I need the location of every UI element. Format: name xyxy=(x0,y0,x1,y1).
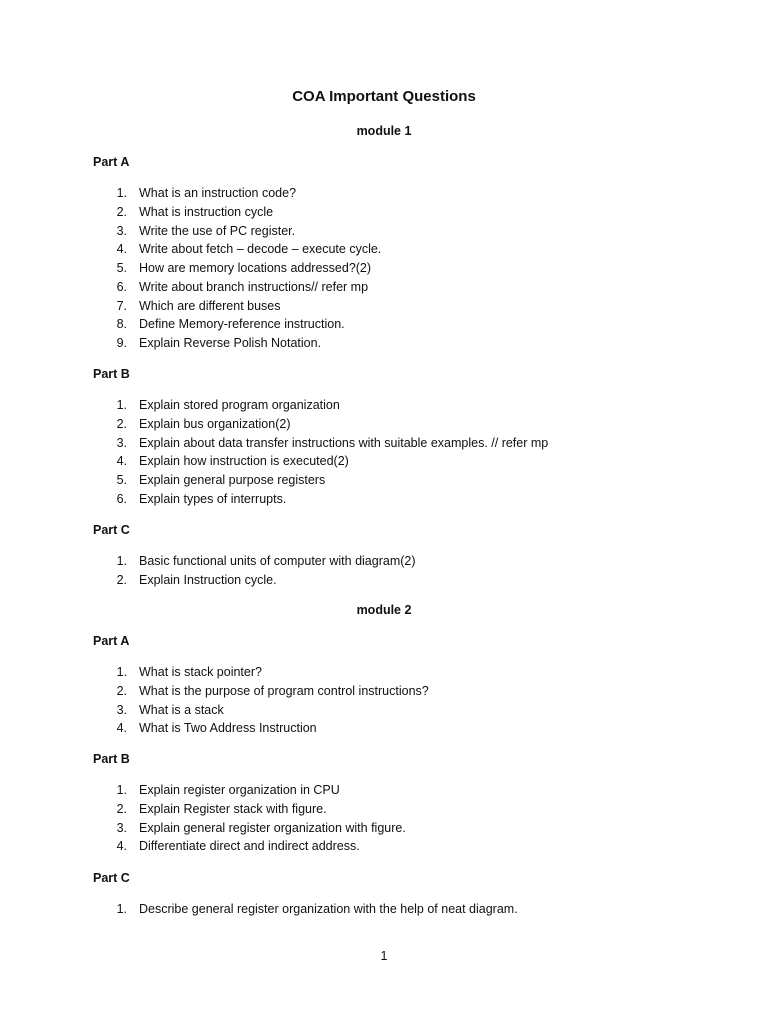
question-list xyxy=(0,396,700,509)
question-text: Explain stored program organization xyxy=(139,398,340,412)
question-text: Explain Reverse Polish Notation. xyxy=(139,336,322,350)
module-heading: module 2 xyxy=(356,603,412,617)
question-text: Explain general register organization with figure. xyxy=(139,820,406,835)
question-item xyxy=(0,222,700,241)
question-number: 4. xyxy=(116,454,127,469)
question-text: Describe general register organization with the help of neat diagram. xyxy=(139,902,518,916)
question-number: 2. xyxy=(116,801,127,816)
part-heading: Part C xyxy=(93,871,130,885)
question-item xyxy=(0,819,700,838)
question-number: 1. xyxy=(116,186,127,200)
question-number: 3. xyxy=(116,223,127,238)
question-item xyxy=(0,259,700,278)
question-item xyxy=(0,297,700,316)
question-item xyxy=(0,334,700,353)
question-list xyxy=(0,663,700,738)
question-number: 6. xyxy=(116,279,127,294)
module-heading: module 1 xyxy=(356,124,412,138)
question-item xyxy=(0,471,700,490)
question-item xyxy=(0,203,700,222)
part-heading: Part B xyxy=(93,752,130,766)
question-number: 3. xyxy=(116,435,127,450)
question-item xyxy=(0,240,700,259)
question-item xyxy=(0,552,700,571)
question-text: Explain general purpose registers xyxy=(139,473,326,487)
question-text: What is a stack xyxy=(139,702,224,717)
question-item xyxy=(0,663,700,682)
part-heading: Part B xyxy=(93,367,130,381)
question-text: Write about fetch – decode – execute cycle. xyxy=(139,242,382,257)
question-item xyxy=(0,315,700,334)
question-text: Explain how instruction is executed(2) xyxy=(139,454,349,469)
question-number: 1. xyxy=(116,398,127,412)
question-number: 9. xyxy=(116,336,127,350)
question-number: 4. xyxy=(116,242,127,257)
question-text: Basic functional units of computer with diagram(2) xyxy=(139,554,416,568)
question-list xyxy=(0,900,700,919)
part-heading: Part C xyxy=(93,523,130,537)
question-item xyxy=(0,682,700,701)
part-heading: Part A xyxy=(93,634,130,648)
question-text: Explain bus organization(2) xyxy=(139,416,291,431)
question-text: What is the purpose of program control instructions? xyxy=(139,683,429,698)
question-number: 1. xyxy=(116,554,127,568)
question-number: 2. xyxy=(116,572,127,587)
question-number: 2. xyxy=(116,683,127,698)
question-text: What is instruction cycle xyxy=(139,204,274,219)
question-list xyxy=(0,552,700,590)
question-number: 1. xyxy=(116,902,127,916)
question-list xyxy=(0,781,700,856)
question-number: 3. xyxy=(116,820,127,835)
question-number: 7. xyxy=(116,298,127,313)
question-text: Differentiate direct and indirect address. xyxy=(139,839,360,854)
question-text: What is Two Address Instruction xyxy=(139,721,317,736)
question-item xyxy=(0,571,700,590)
question-item xyxy=(0,396,700,415)
question-number: 6. xyxy=(116,491,127,506)
question-item xyxy=(0,184,700,203)
question-number: 4. xyxy=(116,721,127,736)
question-number: 2. xyxy=(116,416,127,431)
question-text: What is an instruction code? xyxy=(139,186,297,200)
question-item xyxy=(0,719,700,738)
question-item xyxy=(0,278,700,297)
question-text: Explain Instruction cycle. xyxy=(139,572,277,587)
question-item xyxy=(0,490,700,509)
question-text: Explain Register stack with figure. xyxy=(139,801,327,816)
question-text: Explain about data transfer instructions with suitable examples. // refer mp xyxy=(139,435,549,450)
question-number: 4. xyxy=(116,839,127,854)
question-item xyxy=(0,800,700,819)
question-text: Write the use of PC register. xyxy=(139,223,296,238)
question-number: 5. xyxy=(116,261,127,275)
question-number: 8. xyxy=(116,317,127,332)
question-text: Which are different buses xyxy=(139,298,281,313)
question-number: 2. xyxy=(116,204,127,219)
question-text: How are memory locations addressed?(2) xyxy=(139,261,372,275)
question-item xyxy=(0,434,700,453)
question-text: Define Memory-reference instruction. xyxy=(139,317,345,332)
question-list xyxy=(0,184,700,353)
question-number: 5. xyxy=(116,473,127,487)
page-title: COA Important Questions xyxy=(292,88,476,105)
question-item xyxy=(0,837,700,856)
question-item xyxy=(0,701,700,720)
question-item xyxy=(0,900,700,919)
question-number: 3. xyxy=(116,702,127,717)
question-item xyxy=(0,452,700,471)
question-item xyxy=(0,781,700,800)
page-number: 1 xyxy=(380,949,388,963)
question-item xyxy=(0,415,700,434)
question-number: 1. xyxy=(116,783,127,797)
question-number: 1. xyxy=(116,665,127,679)
question-text: Explain types of interrupts. xyxy=(139,491,287,506)
question-text: What is stack pointer? xyxy=(139,665,262,679)
question-text: Write about branch instructions// refer mp xyxy=(139,279,369,294)
part-heading: Part A xyxy=(93,155,130,169)
question-text: Explain register organization in CPU xyxy=(139,783,340,797)
